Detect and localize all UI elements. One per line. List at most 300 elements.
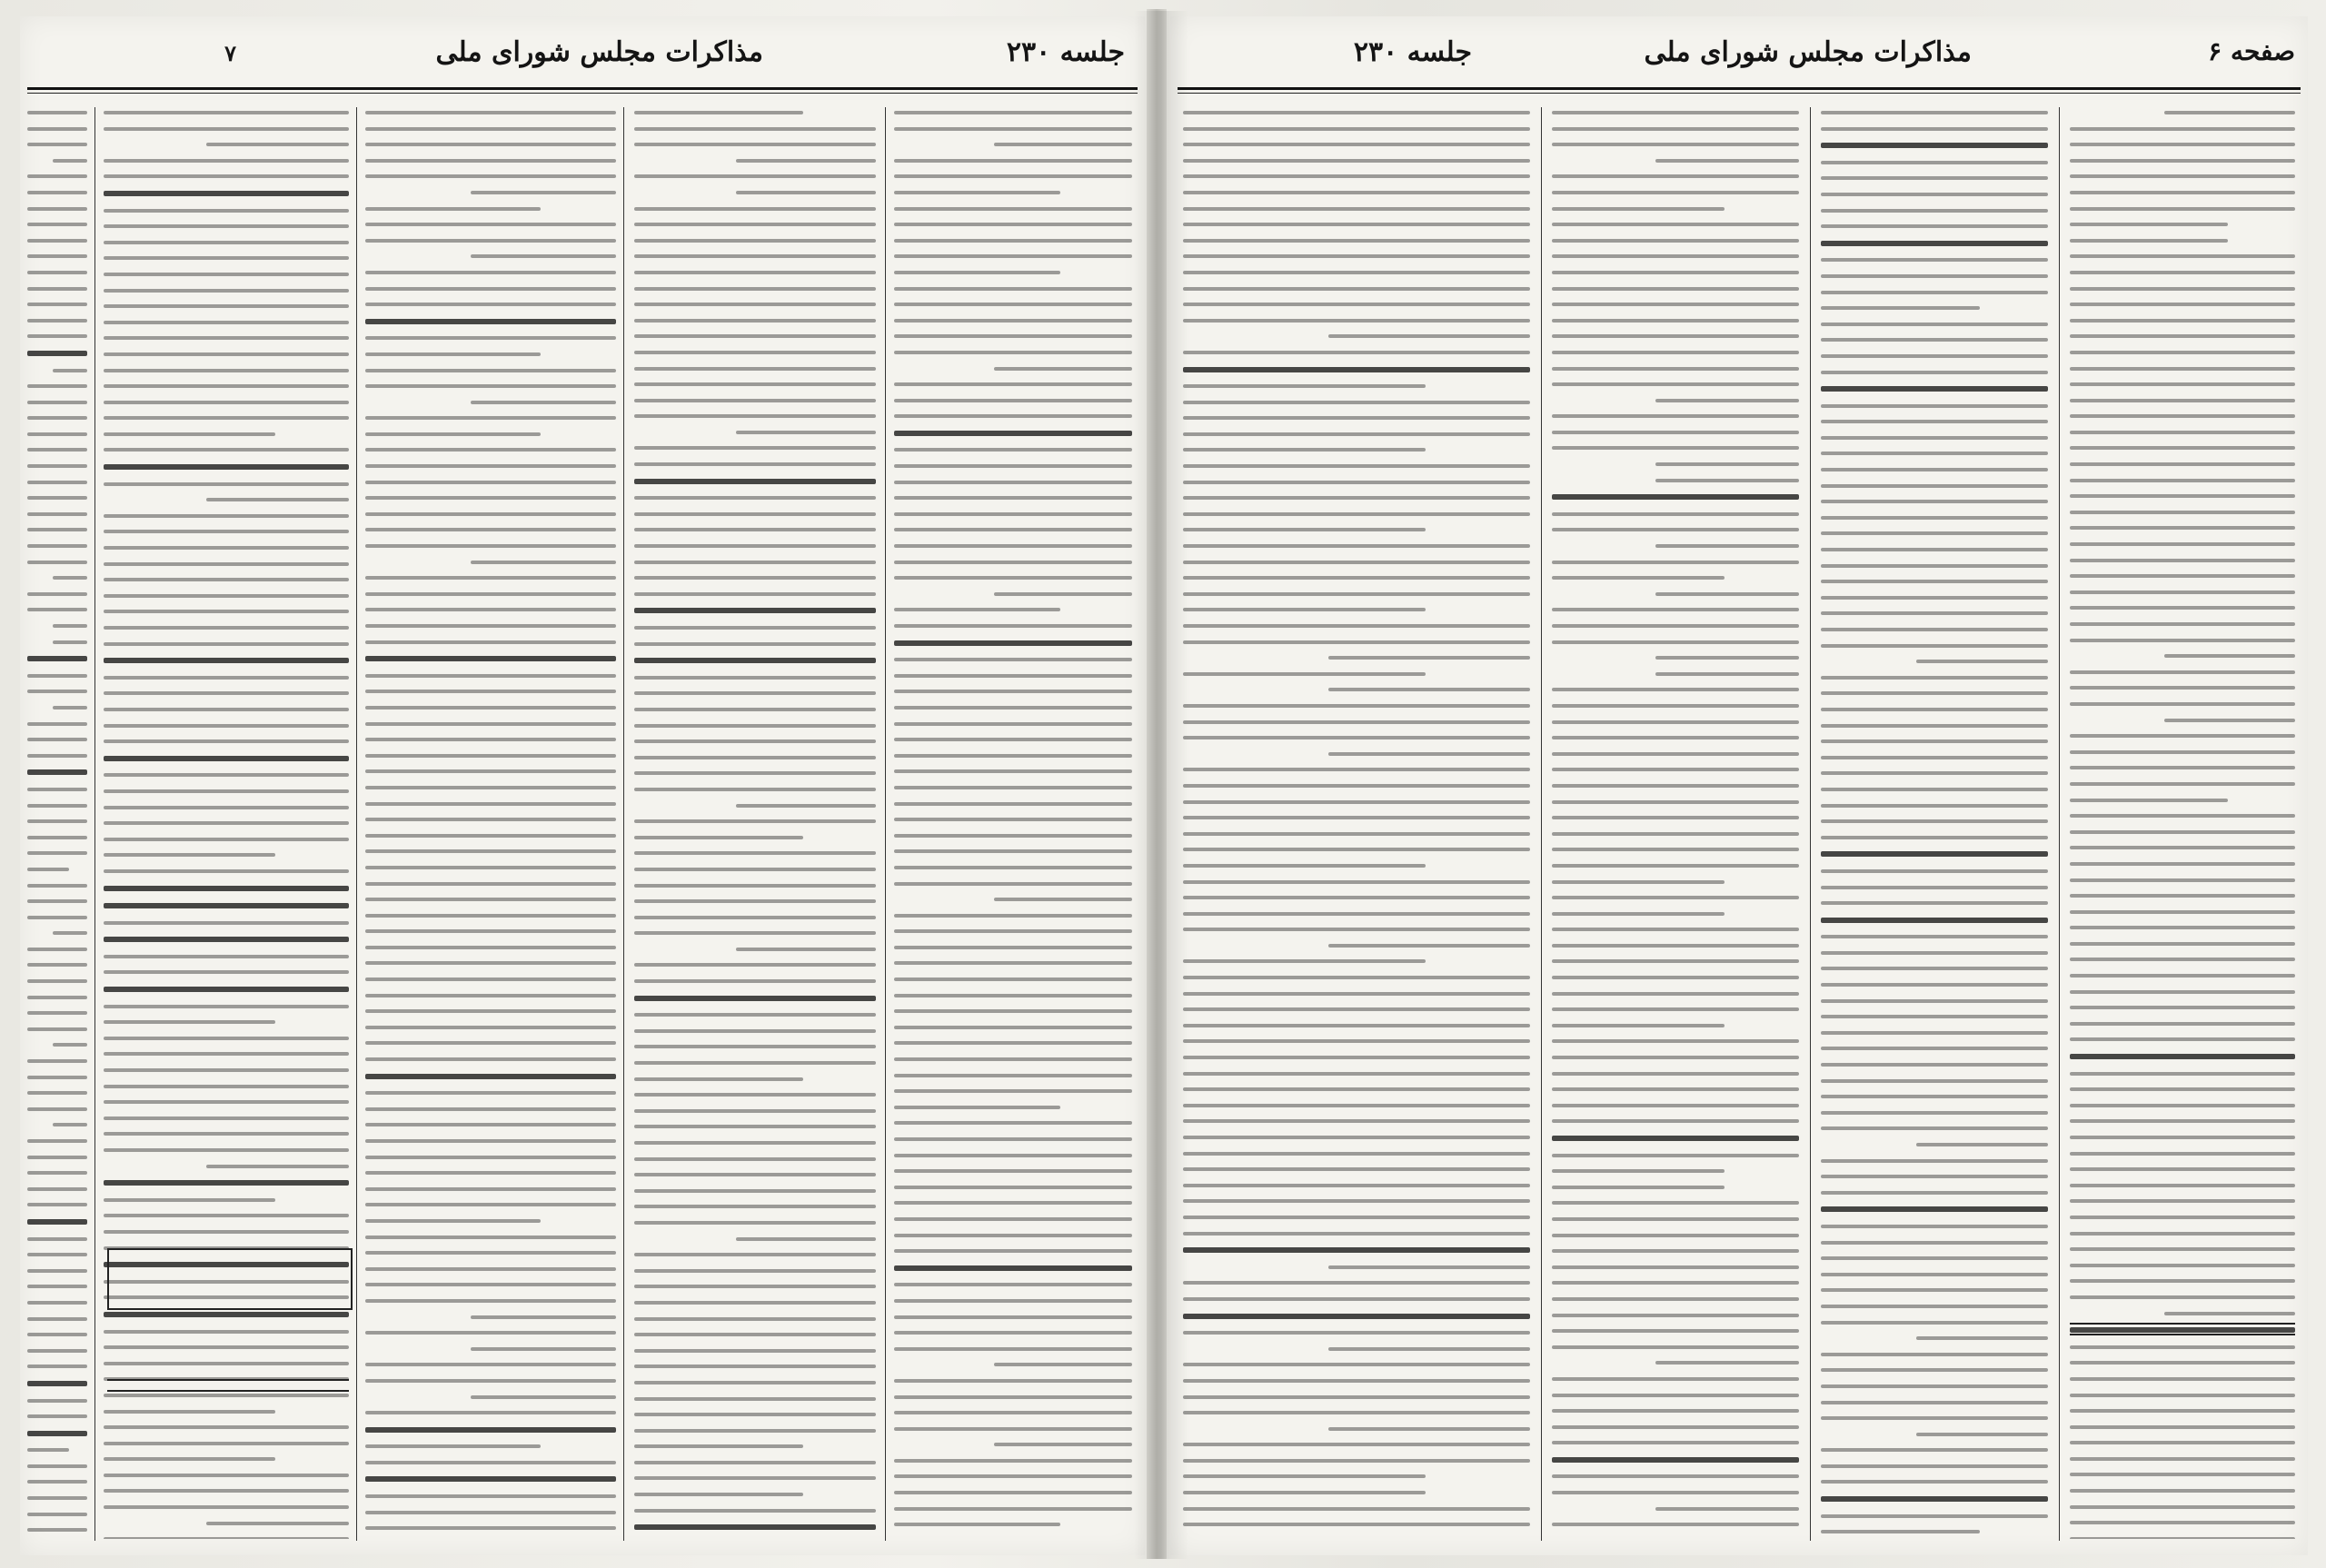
right-column-divider-3 [1541, 107, 1542, 1541]
right-section-ornament [2070, 1323, 2295, 1335]
text-line [1552, 1039, 1799, 1043]
text-line [365, 592, 616, 596]
text-line [365, 1009, 616, 1013]
text-line [1183, 528, 1426, 531]
text-line [1821, 901, 2048, 905]
text-line [1552, 254, 1799, 258]
text-line [104, 869, 349, 873]
text-line [1183, 1056, 1530, 1059]
right-column-4 [1183, 111, 1530, 1539]
text-line [53, 624, 87, 628]
text-line [634, 1173, 876, 1176]
text-line [365, 640, 616, 644]
text-line [894, 1169, 1132, 1173]
text-line [27, 416, 87, 420]
text-line [27, 1107, 87, 1111]
text-line [365, 1476, 616, 1482]
text-line [1183, 464, 1530, 468]
text-line [1552, 704, 1799, 708]
text-line [27, 674, 87, 678]
text-line [634, 1349, 876, 1353]
text-line [104, 464, 349, 470]
text-line [2070, 351, 2295, 354]
text-line [1821, 851, 2048, 857]
text-line [634, 561, 876, 564]
text-line [2070, 782, 2295, 786]
text-line [1183, 1167, 1530, 1171]
left-column-2 [634, 111, 876, 1539]
text-line [2070, 1345, 2295, 1349]
text-line [1821, 596, 2048, 600]
text-line [104, 401, 349, 404]
text-line [365, 656, 616, 661]
text-line [894, 1041, 1132, 1045]
text-line [104, 111, 349, 114]
text-line [1821, 1079, 2048, 1083]
text-line [1183, 736, 1530, 739]
text-line [1328, 334, 1530, 338]
text-line [104, 1457, 275, 1461]
text-line [1821, 1480, 2048, 1484]
text-line [104, 594, 349, 598]
text-line [634, 174, 876, 178]
text-line [894, 561, 1132, 564]
right-column-2 [1821, 111, 2048, 1539]
text-line [2070, 862, 2295, 866]
text-line [1552, 1457, 1799, 1463]
text-line [27, 979, 87, 983]
text-line [1552, 1345, 1799, 1349]
text-line [1552, 351, 1799, 354]
text-line [1821, 468, 2048, 471]
text-line [104, 1085, 349, 1088]
text-line [1821, 548, 2048, 551]
text-line [1183, 544, 1530, 548]
text-line [634, 1476, 876, 1480]
text-line [365, 608, 616, 611]
text-line [2070, 1184, 2295, 1187]
left-column-divider-3 [356, 107, 357, 1541]
text-line [1821, 306, 1980, 310]
text-line [365, 898, 616, 901]
text-line [1552, 512, 1799, 516]
text-line [104, 1068, 349, 1072]
text-line [27, 996, 87, 999]
text-line [1183, 1104, 1530, 1107]
text-line [634, 254, 876, 258]
text-line [2070, 1216, 2295, 1219]
right-page-number: صفحه ۶ [2208, 36, 2295, 66]
text-line [1183, 191, 1530, 194]
text-line [894, 414, 1132, 418]
text-line [634, 351, 876, 354]
text-line [365, 978, 616, 981]
text-line [634, 576, 876, 580]
text-line [104, 352, 349, 356]
text-line [365, 754, 616, 758]
text-line [1821, 611, 2048, 615]
text-line [894, 481, 1132, 484]
text-line [365, 1283, 616, 1286]
text-line [27, 754, 87, 758]
left-column-3 [365, 111, 616, 1539]
text-line [1821, 1353, 2048, 1356]
text-line [894, 961, 1132, 965]
text-line [894, 334, 1132, 338]
text-line [2070, 382, 2295, 386]
text-line [2070, 1361, 2295, 1365]
text-line [1552, 1024, 1725, 1027]
text-line [2070, 287, 2295, 291]
text-line [365, 416, 616, 420]
text-line [206, 1165, 349, 1168]
left-page-title: مذاکرات مجلس شورای ملی [435, 36, 763, 68]
text-line [1821, 1225, 2048, 1228]
text-line [1183, 1216, 1530, 1219]
text-line [365, 174, 616, 178]
text-line [27, 1496, 87, 1500]
text-line [27, 496, 87, 500]
text-line [104, 191, 349, 196]
text-line [634, 1093, 876, 1097]
text-line [1183, 624, 1530, 628]
text-line [2070, 334, 2295, 338]
left-column-divider-4 [94, 107, 95, 1541]
text-line [1183, 800, 1530, 804]
text-line [634, 608, 876, 613]
text-line [104, 174, 349, 178]
text-line [104, 1100, 349, 1104]
text-line [994, 367, 1132, 371]
text-line [1552, 287, 1799, 291]
text-line [2070, 174, 2295, 178]
text-line [27, 207, 87, 211]
text-line [365, 1026, 616, 1029]
text-line [2070, 1119, 2295, 1123]
text-line [634, 899, 876, 903]
text-line [27, 1219, 87, 1225]
text-line [634, 1109, 876, 1113]
text-line [1655, 592, 1799, 596]
text-line [894, 722, 1132, 726]
text-line [894, 994, 1132, 997]
text-line [2070, 1264, 2295, 1267]
text-line [2070, 1441, 2295, 1444]
text-line [1655, 656, 1799, 660]
text-line [1821, 1175, 2048, 1178]
text-line [1821, 708, 2048, 711]
text-line [365, 1299, 616, 1303]
text-line [104, 691, 349, 695]
book-gutter [1147, 9, 1167, 1559]
text-line [634, 1429, 876, 1433]
text-line [1183, 174, 1530, 178]
text-line [27, 884, 87, 888]
text-line [1821, 691, 2048, 695]
text-line [27, 239, 87, 243]
text-line [1552, 207, 1725, 211]
text-line [1552, 239, 1799, 243]
text-line [1552, 223, 1799, 226]
text-line [53, 369, 87, 372]
text-line [27, 111, 87, 114]
text-line [104, 806, 349, 809]
text-line [1183, 576, 1530, 580]
text-line [104, 642, 349, 646]
section-ornament [107, 1379, 349, 1392]
text-line [1183, 481, 1530, 484]
text-line [2070, 574, 2295, 578]
text-line [1552, 414, 1799, 418]
text-line [2070, 1152, 2295, 1156]
text-line [2164, 719, 2295, 722]
text-line [634, 963, 876, 967]
text-line [894, 1474, 1132, 1478]
text-line [1552, 1523, 1799, 1526]
text-line [365, 528, 616, 531]
text-line [27, 287, 87, 291]
text-line [1552, 319, 1799, 323]
text-line [1552, 143, 1799, 146]
text-line [894, 1411, 1132, 1414]
text-line [1821, 1273, 2048, 1276]
text-line [27, 1480, 87, 1484]
text-line [634, 1333, 876, 1336]
text-line [2070, 319, 2295, 323]
text-line [1552, 431, 1799, 434]
text-line [894, 174, 1132, 178]
text-line [1183, 1314, 1530, 1319]
text-line [104, 970, 349, 974]
text-line [894, 818, 1132, 821]
text-line [1183, 1297, 1530, 1301]
text-line [634, 127, 876, 131]
text-line [634, 496, 876, 500]
text-line [1183, 384, 1426, 388]
text-line [894, 382, 1132, 386]
text-line [1552, 608, 1799, 611]
text-line [365, 1444, 541, 1448]
text-line [894, 1265, 1132, 1271]
text-line [894, 674, 1132, 678]
text-line [894, 1121, 1132, 1125]
text-line [1183, 1119, 1530, 1123]
text-line [1552, 1072, 1799, 1076]
text-line [894, 1074, 1132, 1077]
text-line [634, 1013, 876, 1017]
text-line [634, 1493, 803, 1496]
text-line [894, 1106, 1060, 1109]
text-line [1183, 271, 1530, 274]
text-line [1183, 1523, 1530, 1526]
text-line [2070, 303, 2295, 306]
text-line [2070, 1457, 2295, 1461]
text-line [1552, 1474, 1799, 1478]
text-line [104, 289, 349, 293]
left-column-4 [104, 111, 349, 1539]
text-line [634, 287, 876, 291]
text-line [2070, 750, 2295, 754]
text-line [2070, 1167, 2295, 1171]
text-line [1821, 724, 2048, 728]
text-line [894, 223, 1132, 226]
text-line [365, 496, 616, 500]
text-line [104, 1442, 349, 1445]
text-line [1183, 1474, 1426, 1478]
left-page [20, 16, 1145, 1555]
text-line [1552, 1119, 1799, 1123]
text-line [365, 1091, 616, 1095]
text-line [634, 996, 876, 1001]
text-line [365, 946, 616, 949]
text-line [2070, 670, 2295, 674]
text-line [2070, 1136, 2295, 1139]
text-line [104, 987, 349, 992]
text-line [1821, 176, 2048, 180]
text-line [2070, 1473, 2295, 1476]
text-line [27, 1349, 87, 1353]
text-line [1552, 111, 1799, 114]
text-line [1552, 832, 1799, 836]
text-line [104, 273, 349, 276]
text-line [1183, 367, 1530, 372]
text-line [1552, 1201, 1799, 1205]
text-line [894, 448, 1132, 452]
text-line [1655, 159, 1799, 163]
text-line [994, 592, 1132, 596]
text-line [2070, 207, 2295, 211]
text-line [27, 738, 87, 741]
text-line [634, 528, 876, 531]
text-line [27, 1528, 87, 1532]
left-header-rule-thin [27, 93, 1138, 94]
text-line [634, 788, 876, 791]
text-line [1821, 484, 2048, 488]
text-line [894, 1009, 1132, 1013]
text-line [1552, 1394, 1799, 1397]
text-line [634, 1461, 876, 1464]
text-line [894, 239, 1132, 243]
text-line [365, 143, 616, 146]
text-line [736, 159, 876, 163]
text-line [1821, 580, 2048, 583]
left-header-rule [27, 87, 1138, 90]
text-line [894, 914, 1132, 918]
text-line [1821, 420, 2048, 423]
text-line [2070, 494, 2295, 498]
text-line [2070, 526, 2295, 530]
text-line [2070, 974, 2295, 978]
text-line [365, 706, 616, 710]
text-line [27, 1011, 87, 1015]
text-line [634, 851, 876, 855]
text-line [1821, 918, 2048, 923]
text-line [1183, 608, 1426, 611]
text-line [365, 271, 616, 274]
text-line [1552, 1056, 1799, 1059]
text-line [104, 724, 349, 728]
text-line [27, 916, 87, 919]
text-line [2070, 559, 2295, 562]
text-line [894, 769, 1132, 773]
text-line [1821, 1111, 2048, 1115]
text-line [27, 512, 87, 516]
text-line [365, 674, 616, 678]
text-line [27, 1171, 87, 1175]
text-line [2070, 990, 2295, 994]
text-line [1916, 660, 2048, 663]
text-line [104, 578, 349, 581]
text-line [471, 191, 616, 194]
text-line [27, 401, 87, 404]
text-line [2070, 446, 2295, 450]
text-line [365, 849, 616, 853]
text-line [2070, 639, 2295, 642]
text-line [634, 239, 876, 243]
text-line [2070, 734, 2295, 738]
text-line [27, 769, 87, 775]
text-line [53, 640, 87, 644]
text-line [27, 963, 87, 967]
text-line [1183, 704, 1530, 708]
text-line [1183, 159, 1530, 163]
text-line [1328, 944, 1530, 948]
text-line [27, 127, 87, 131]
text-line [365, 223, 616, 226]
text-line [894, 882, 1132, 886]
text-line [634, 446, 876, 450]
text-line [104, 1312, 349, 1317]
text-line [365, 384, 616, 388]
text-line [894, 303, 1132, 306]
text-line [1552, 864, 1799, 868]
text-line [894, 1154, 1132, 1157]
text-line [894, 946, 1132, 949]
text-line [894, 754, 1132, 758]
text-line [27, 1253, 87, 1256]
text-line [1183, 1136, 1530, 1139]
text-line [2070, 1377, 2295, 1381]
text-line [894, 1331, 1132, 1335]
text-line [634, 1524, 876, 1530]
text-line [2070, 958, 2295, 961]
text-line [1183, 880, 1530, 884]
text-line [1821, 241, 2048, 246]
text-line [1552, 1234, 1799, 1237]
text-line [894, 866, 1132, 869]
text-line [1916, 1143, 2048, 1146]
text-line [27, 804, 87, 808]
text-line [634, 676, 876, 680]
text-line [365, 914, 616, 918]
text-line [365, 303, 616, 306]
text-line [1183, 1395, 1530, 1399]
text-line [365, 882, 616, 886]
text-line [27, 1414, 87, 1418]
text-line [634, 1509, 876, 1513]
text-line [104, 241, 349, 244]
text-line [894, 254, 1132, 258]
text-line [104, 562, 349, 566]
text-line [27, 1237, 87, 1241]
text-line [894, 191, 1060, 194]
text-line [104, 1394, 349, 1397]
text-line [365, 690, 616, 693]
text-line [634, 691, 876, 695]
text-line [2070, 271, 2295, 274]
text-line [1183, 976, 1530, 979]
text-line [2070, 1232, 2295, 1236]
